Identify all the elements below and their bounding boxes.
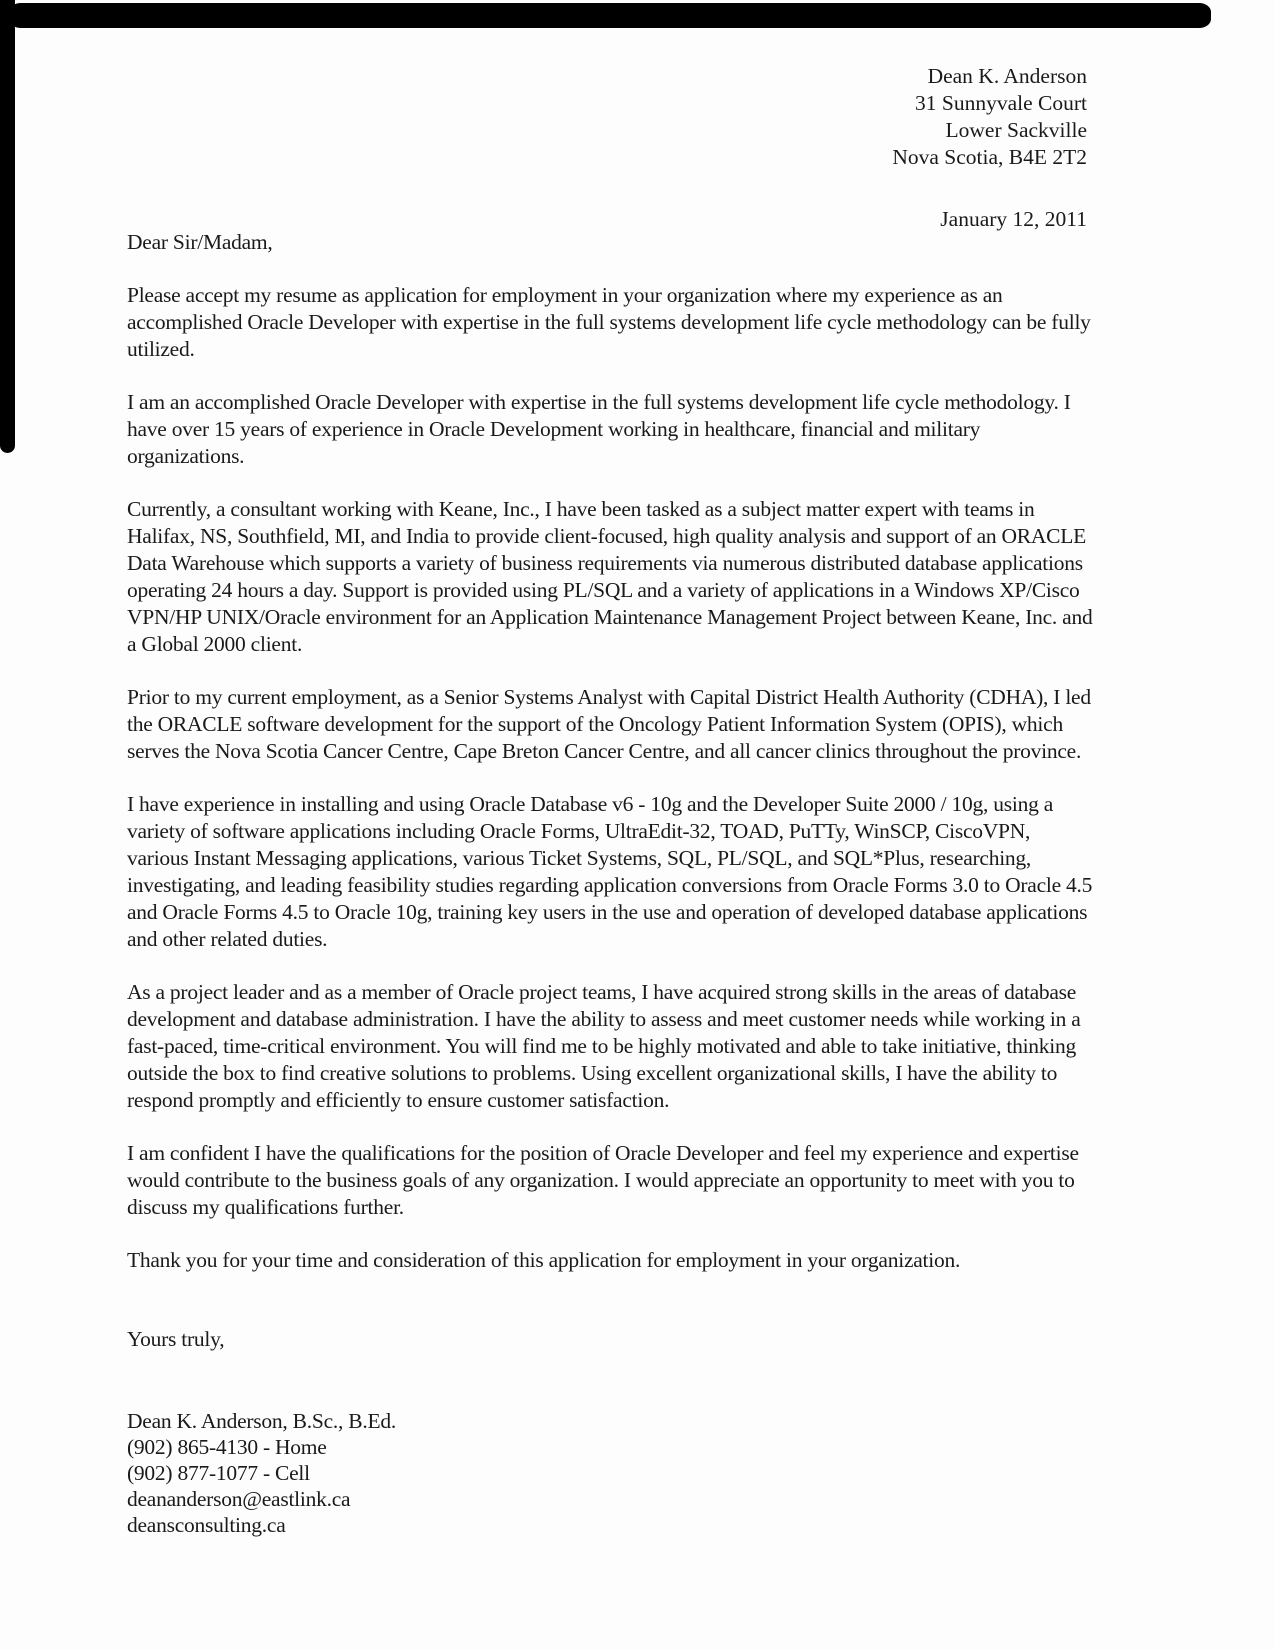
sender-name: Dean K. Anderson <box>927 64 1087 88</box>
body-paragraph-5: I have experience in installing and using Oracle Database v6 - 10g and the Developer Suite 2000 / 10g, using a variety of software applications including Oracle Forms, UltraEdit-32, TOAD, PuTTy, WinSCP, CiscoVPN, various Instant Messaging applications, various Ticket Systems, SQL, PL/SQL, and SQL*Plus, researching, investigating, and leading feasibility studies regarding application conversions from Oracle Forms 3.0 to Oracle 4.5 and Oracle Forms 4.5 to Oracle 10g, training key users in the use and operation of developed database applications and other related duties. <box>127 792 1093 951</box>
signature-website: deansconsulting.ca <box>127 1513 286 1537</box>
signature-name: Dean K. Anderson, B.Sc., B.Ed. <box>127 1409 396 1433</box>
signature-phone-cell: (902) 877-1077 - Cell <box>127 1461 310 1485</box>
salutation: Dear Sir/Madam, <box>127 230 273 254</box>
body-paragraph-3: Currently, a consultant working with Keane, Inc., I have been tasked as a subject matter expert with teams in Halifax, NS, Southfield, MI, and India to provide client-focused, high quality analysis and support of an ORACLE Data Warehouse which supports a variety of business requirements via numerous distributed database applications operating 24 hours a day. Support is provided using PL/SQL and a variety of applications in a Windows XP/Cisco VPN/HP UNIX/Oracle environment for an Application Maintenance Management Project between Keane, Inc. and a Global 2000 client. <box>127 497 1093 656</box>
sender-province-postal: Nova Scotia, B4E 2T2 <box>892 145 1087 169</box>
scan-artifact-top-bar <box>9 3 1211 28</box>
body-paragraph-8: Thank you for your time and consideration of this application for employment in your organization. <box>127 1248 961 1272</box>
body-paragraph-2: I am an accomplished Oracle Developer with expertise in the full systems development life cycle methodology. I have over 15 years of experience in Oracle Development working in healthcare, financial and military organizations. <box>127 390 1071 468</box>
signature-email: deananderson@eastlink.ca <box>127 1487 351 1511</box>
body-paragraph-7: I am confident I have the qualifications for the position of Oracle Developer and feel my experience and expertise would contribute to the business goals of any organization. I would appreciate an opportunity to meet with you to discuss my qualifications further. <box>127 1141 1079 1219</box>
body-paragraph-6: As a project leader and as a member of Oracle project teams, I have acquired strong skills in the areas of database development and database administration. I have the ability to assess and meet customer needs while working in a fast-paced, time-critical environment. You will find me to be highly motivated and able to take initiative, thinking outside the box to find creative solutions to problems. Using excellent organizational skills, I have the ability to respond promptly and efficiently to ensure customer satisfaction. <box>127 980 1081 1112</box>
scan-artifact-left-bar <box>0 0 15 453</box>
signature-phone-home: (902) 865-4130 - Home <box>127 1435 327 1459</box>
letter-date: January 12, 2011 <box>940 207 1087 231</box>
sender-address-block <box>892 63 1087 171</box>
signature-block <box>127 1408 1095 1538</box>
closing-salutation: Yours truly, <box>127 1327 225 1351</box>
body-paragraph-1: Please accept my resume as application for employment in your organization where my experience as an accomplished Oracle Developer with expertise in the full systems development life cycle methodology can be fully utilized. <box>127 283 1091 361</box>
body-paragraph-4: Prior to my current employment, as a Senior Systems Analyst with Capital District Health Authority (CDHA), I led the ORACLE software development for the support of the Oncology Patient Information System (OPIS), which serves the Nova Scotia Cancer Centre, Cape Breton Cancer Centre, and all cancer clinics throughout the province. <box>127 685 1091 763</box>
sender-street: 31 Sunnyvale Court <box>915 91 1087 115</box>
sender-city: Lower Sackville <box>945 118 1087 142</box>
letter-body <box>127 229 1095 1538</box>
